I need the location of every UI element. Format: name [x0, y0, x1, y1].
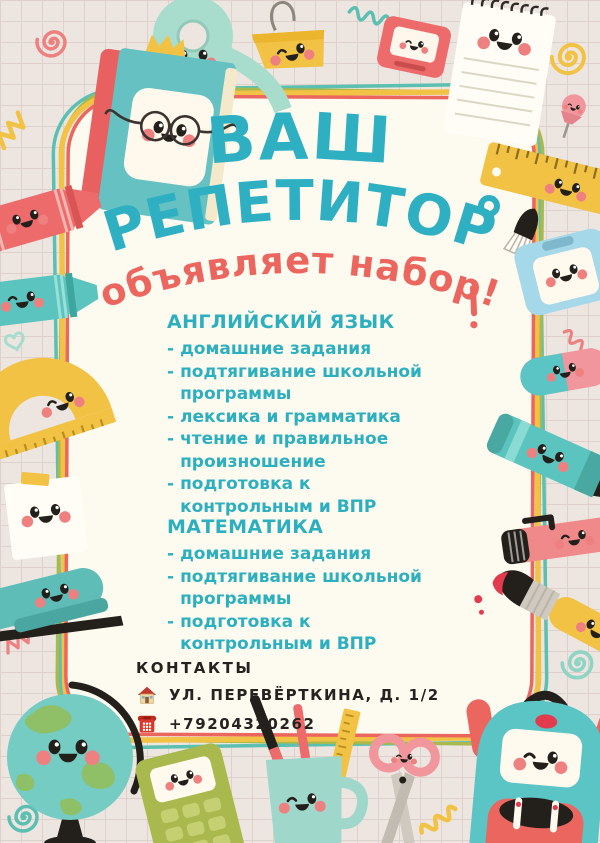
contact-address-row [136, 684, 440, 706]
contacts-block [136, 659, 440, 735]
list-item: - лексика и грамматика [167, 406, 401, 427]
contact-address: УЛ. ПЕРЕВЁРТКИНА, Д. 1/2 [169, 686, 440, 704]
list-item: - подтягивание школьной программы [167, 566, 422, 609]
bullet-dash: - [167, 544, 175, 564]
list-item: - домашние задания [167, 544, 372, 564]
bullet-dash: - [167, 474, 175, 494]
section-math [167, 516, 439, 656]
list-item: - домашние задания [167, 339, 372, 359]
bullet-dash: - [167, 361, 175, 382]
title-line2: РЕПЕТИТОР [95, 168, 505, 266]
title-line1: ВАШ [204, 100, 395, 180]
contacts-heading: КОНТАКТЫ [136, 659, 254, 677]
bullet-dash: - [167, 406, 175, 427]
list-item: - подтягивание школьной программы [167, 361, 422, 404]
bullet-dash: - [167, 429, 175, 449]
list-item: - подготовка к контрольным и ВПР [167, 474, 377, 517]
bullet-dash: - [167, 566, 175, 587]
section-english [167, 311, 439, 518]
bullet-dash: - [167, 339, 175, 359]
list-item: - подготовка к контрольным и ВПР [167, 611, 377, 654]
section-english-list [167, 338, 439, 518]
contact-phone: +79204320262 [169, 715, 316, 733]
house-icon [136, 684, 158, 706]
bullet-dash: - [167, 611, 175, 632]
phone-icon [136, 713, 158, 735]
subtitle: объявляет набор! [94, 238, 506, 317]
list-item: - чтение и правильное произношение [167, 429, 389, 472]
section-math-heading: МАТЕМАТИКА [167, 516, 324, 538]
svg-text:ВАШ [204, 100, 395, 179]
section-english-heading: АНГЛИЙСКИЙ ЯЗЫК [167, 311, 395, 333]
section-math-list [167, 543, 439, 656]
contact-phone-row [136, 713, 440, 735]
